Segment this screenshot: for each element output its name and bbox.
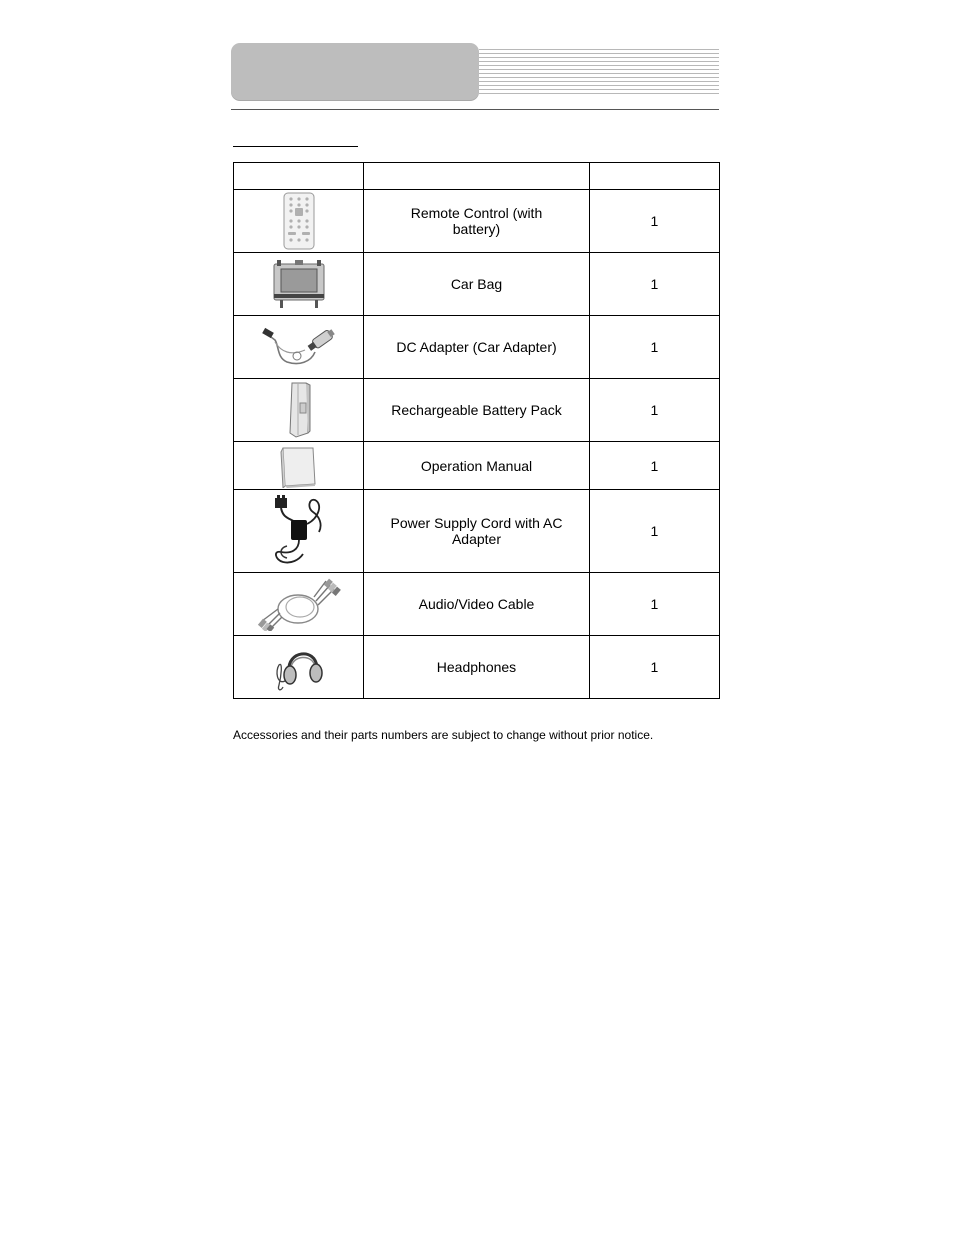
table-row [234,316,720,379]
item-description: Rechargeable Battery Pack [364,379,589,442]
item-quantity: 1 [589,442,719,490]
table-row [234,379,720,442]
manual-book-icon [234,442,364,490]
chapter-header-tab [231,43,479,100]
av-cable-icon [234,573,364,636]
header-divider [231,109,719,110]
table-row [234,442,720,490]
headphones-icon [234,636,364,699]
item-quantity: 1 [589,190,719,253]
accessories-table [233,162,720,699]
item-description: Remote Control (with battery) [364,190,589,253]
item-description: Headphones [364,636,589,699]
item-quantity: 1 [589,316,719,379]
column-header-quantity [589,163,719,190]
table-row [234,490,720,573]
remote-control-icon [234,190,364,253]
item-quantity: 1 [589,573,719,636]
table-row [234,253,720,316]
item-description: Audio/Video Cable [364,573,589,636]
section-title-underline [233,146,358,147]
item-quantity: 1 [589,490,719,573]
column-header-description [364,163,589,190]
table-row [234,636,720,699]
table-row [234,190,720,253]
item-description: Car Bag [364,253,589,316]
table-header-row [234,163,720,190]
item-quantity: 1 [589,636,719,699]
item-description: Power Supply Cord with AC Adapter [364,490,589,573]
column-header-picture [234,163,364,190]
car-adapter-icon [234,316,364,379]
item-quantity: 1 [589,379,719,442]
ac-adapter-icon [234,490,364,573]
item-description: DC Adapter (Car Adapter) [364,316,589,379]
battery-pack-icon [234,379,364,442]
item-description: Operation Manual [364,442,589,490]
footnote: Accessories and their parts numbers are subject to change without prior notice. [233,728,654,742]
item-quantity: 1 [589,253,719,316]
header-stripes [479,49,719,96]
car-bag-icon [234,253,364,316]
table-row [234,573,720,636]
